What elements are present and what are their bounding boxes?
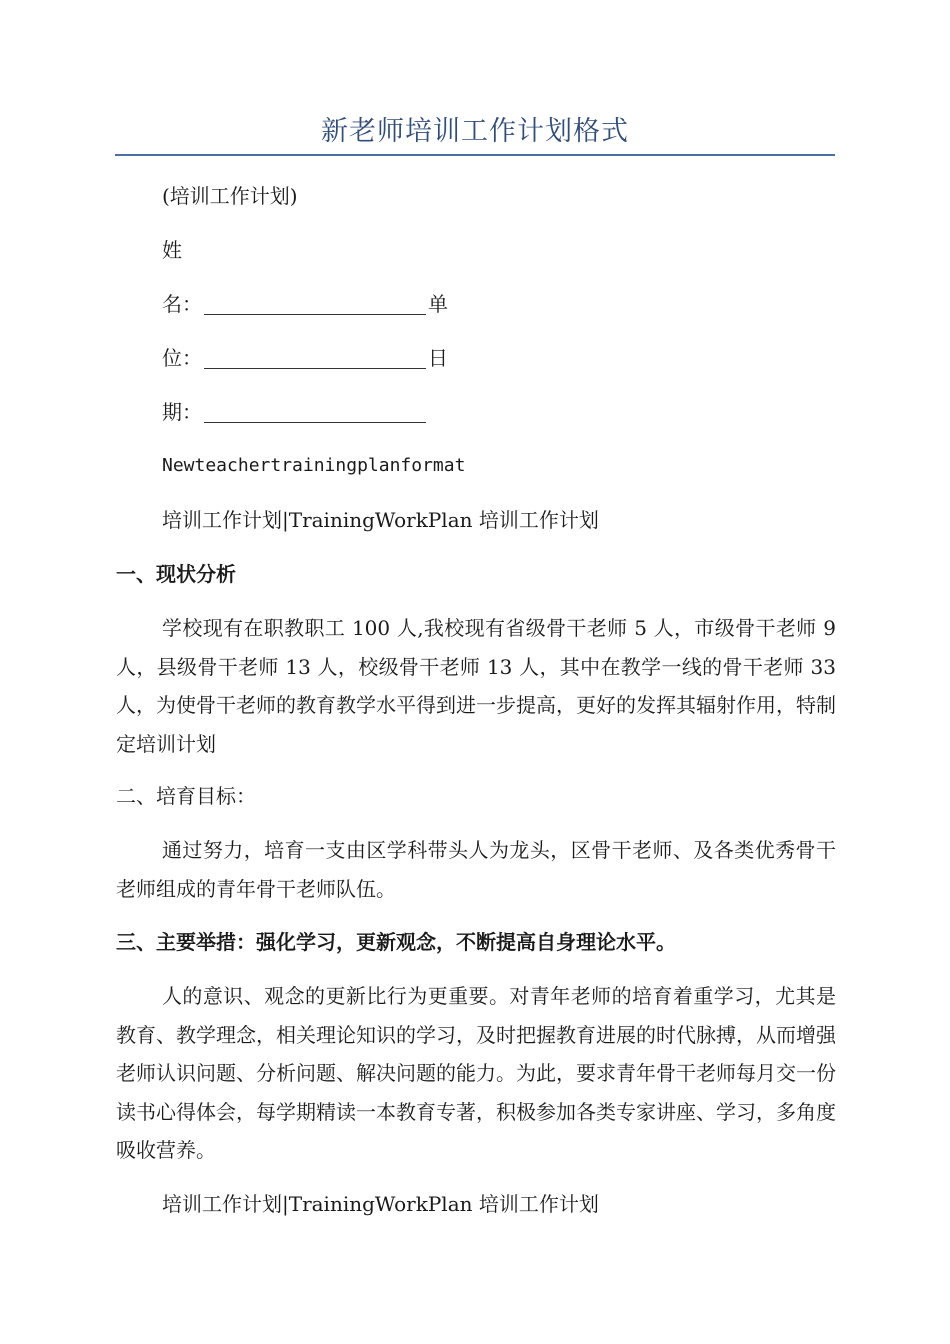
unit-blank (204, 348, 426, 369)
title-underline (115, 154, 835, 156)
date-blank (204, 402, 426, 423)
name-char: 姓 (162, 238, 182, 262)
english-title: Newteachertrainingplanformat (162, 455, 466, 476)
section3-body: 人的意识、观念的更新比行为更重要。对青年老师的培育着重学习，尤其是教育、教学理念，相关理论知识的学习，及时把握教育进展的时代脉搏，从而增强老师认识问题、分析问题、解决问题的能力。为此，要求青年骨干老师每月交一份读书心得体会，每学期精读一本教育专著，积极参加各类专家讲座、学习，多角度吸收营养。 (116, 984, 836, 1162)
running-header-1: 培训工作计划|TrainingWorkPlan 培训工作计划 (162, 508, 599, 532)
section2-heading: 二、培育目标： (116, 784, 256, 808)
date-char: 日 (428, 346, 448, 370)
running-header-2: 培训工作计划|TrainingWorkPlan 培训工作计划 (162, 1192, 599, 1216)
section1-heading: 一、现状分析 (116, 562, 236, 586)
name-label: 名： (162, 292, 202, 316)
unit-row (162, 344, 448, 372)
name-row (162, 290, 448, 318)
unit-char: 单 (428, 292, 448, 316)
date-row (162, 398, 428, 426)
section1-body: 学校现有在职教职工 100 人,我校现有省级骨干老师 5 人，市级骨干老师 9 人，县级骨干老师 13 人，校级骨干老师 13 人，其中在教学一线的骨干老师 33 人，为使骨干老师的教育教学水平得到进一步提高，更好的发挥其辐射作用，特制定培训计划 (116, 616, 836, 756)
document-title: 新老师培训工作计划格式 (321, 116, 629, 147)
section2-body: 通过努力，培育一支由区学科带头人为龙头，区骨干老师、及各类优秀骨干老师组成的青年骨干老师队伍。 (116, 838, 836, 901)
date-label: 期： (162, 400, 202, 424)
section3-heading: 三、主要举措：强化学习，更新观念，不断提高自身理论水平。 (116, 930, 676, 954)
subtitle: (培训工作计划) (162, 184, 298, 208)
name-blank (204, 294, 426, 315)
unit-label: 位： (162, 346, 202, 370)
